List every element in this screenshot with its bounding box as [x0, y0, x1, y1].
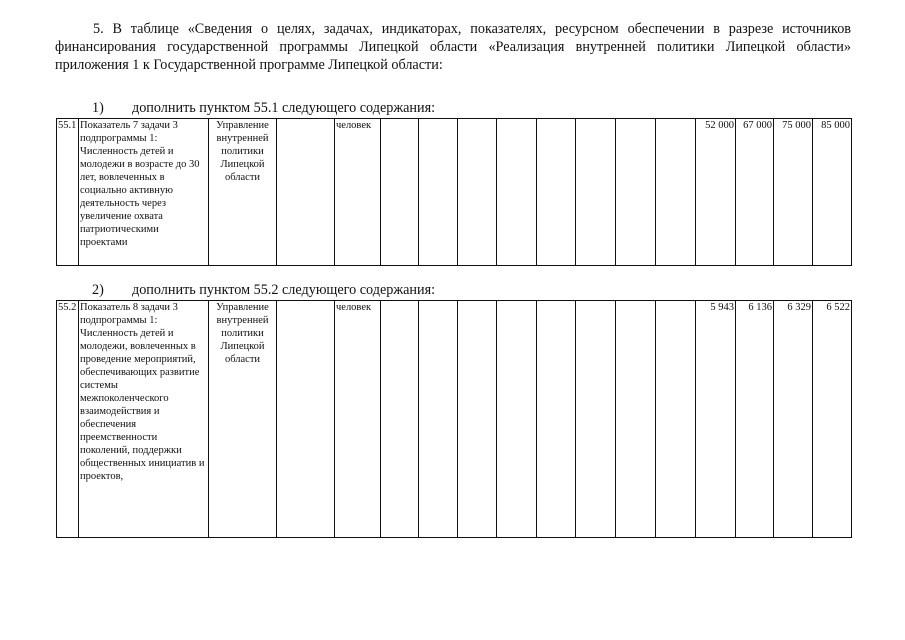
empty-cell	[458, 301, 497, 538]
item-2-number: 2)	[92, 282, 104, 298]
empty-cell	[381, 301, 419, 538]
indicator-name: Показатель 8 задачи 3 подпрограммы 1: Численность детей и молодежи, вовлеченных в проведение мероприятий, обеспечивающих развитие системы межпоколенческого взаимодействия и обеспечения преемственности поколений, поддержки общественных инициатив и проектов,	[79, 301, 209, 538]
empty-cell	[419, 301, 458, 538]
value-cell: 75 000	[774, 119, 813, 266]
row-number: 55.1	[57, 119, 79, 266]
empty-cell	[576, 301, 616, 538]
unit: человек	[335, 301, 381, 538]
executor: Управление внутренней политики Липецкой области	[209, 301, 277, 538]
value-cell: 67 000	[736, 119, 774, 266]
empty-cell	[656, 119, 696, 266]
empty-cell	[576, 119, 616, 266]
empty-cell	[656, 301, 696, 538]
item-1-text: дополнить пунктом 55.1 следующего содержания:	[132, 100, 436, 116]
row-number: 55.2	[57, 301, 79, 538]
indicator-name: Показатель 7 задачи 3 подпрограммы 1: Численность детей и молодежи в возрасте до 30 лет, вовлеченных в социально активную деятельность через увеличение охвата патриотическими проектами	[79, 119, 209, 266]
empty-cell	[497, 119, 537, 266]
table-row-55-1	[56, 118, 852, 266]
empty-cell	[277, 301, 335, 538]
executor: Управление внутренней политики Липецкой области	[209, 119, 277, 266]
unit: человек	[335, 119, 381, 266]
item-2-text: дополнить пунктом 55.2 следующего содержания:	[132, 282, 436, 298]
table-row-55-2	[56, 300, 852, 538]
empty-cell	[497, 301, 537, 538]
value-cell: 52 000	[696, 119, 736, 266]
item-1-heading	[92, 100, 435, 116]
empty-cell	[537, 301, 576, 538]
intro-paragraph	[55, 20, 851, 74]
empty-cell	[419, 119, 458, 266]
value-cell: 5 943	[696, 301, 736, 538]
item-2-heading	[92, 282, 435, 298]
value-cell: 85 000	[813, 119, 852, 266]
empty-cell	[381, 119, 419, 266]
empty-cell	[616, 119, 656, 266]
empty-cell	[277, 119, 335, 266]
empty-cell	[616, 301, 656, 538]
item-1-number: 1)	[92, 100, 104, 116]
empty-cell	[458, 119, 497, 266]
intro-text: 5. В таблице «Сведения о целях, задачах, индикаторах, показателях, ресурсном обеспечении в разрезе источников финансирования государственной программы Липецкой области «Реализация внутренней политики Липецкой области» приложения 1 к Государственной программе Липецкой области:	[55, 21, 851, 73]
value-cell: 6 522	[813, 301, 852, 538]
empty-cell	[537, 119, 576, 266]
value-cell: 6 136	[736, 301, 774, 538]
value-cell: 6 329	[774, 301, 813, 538]
